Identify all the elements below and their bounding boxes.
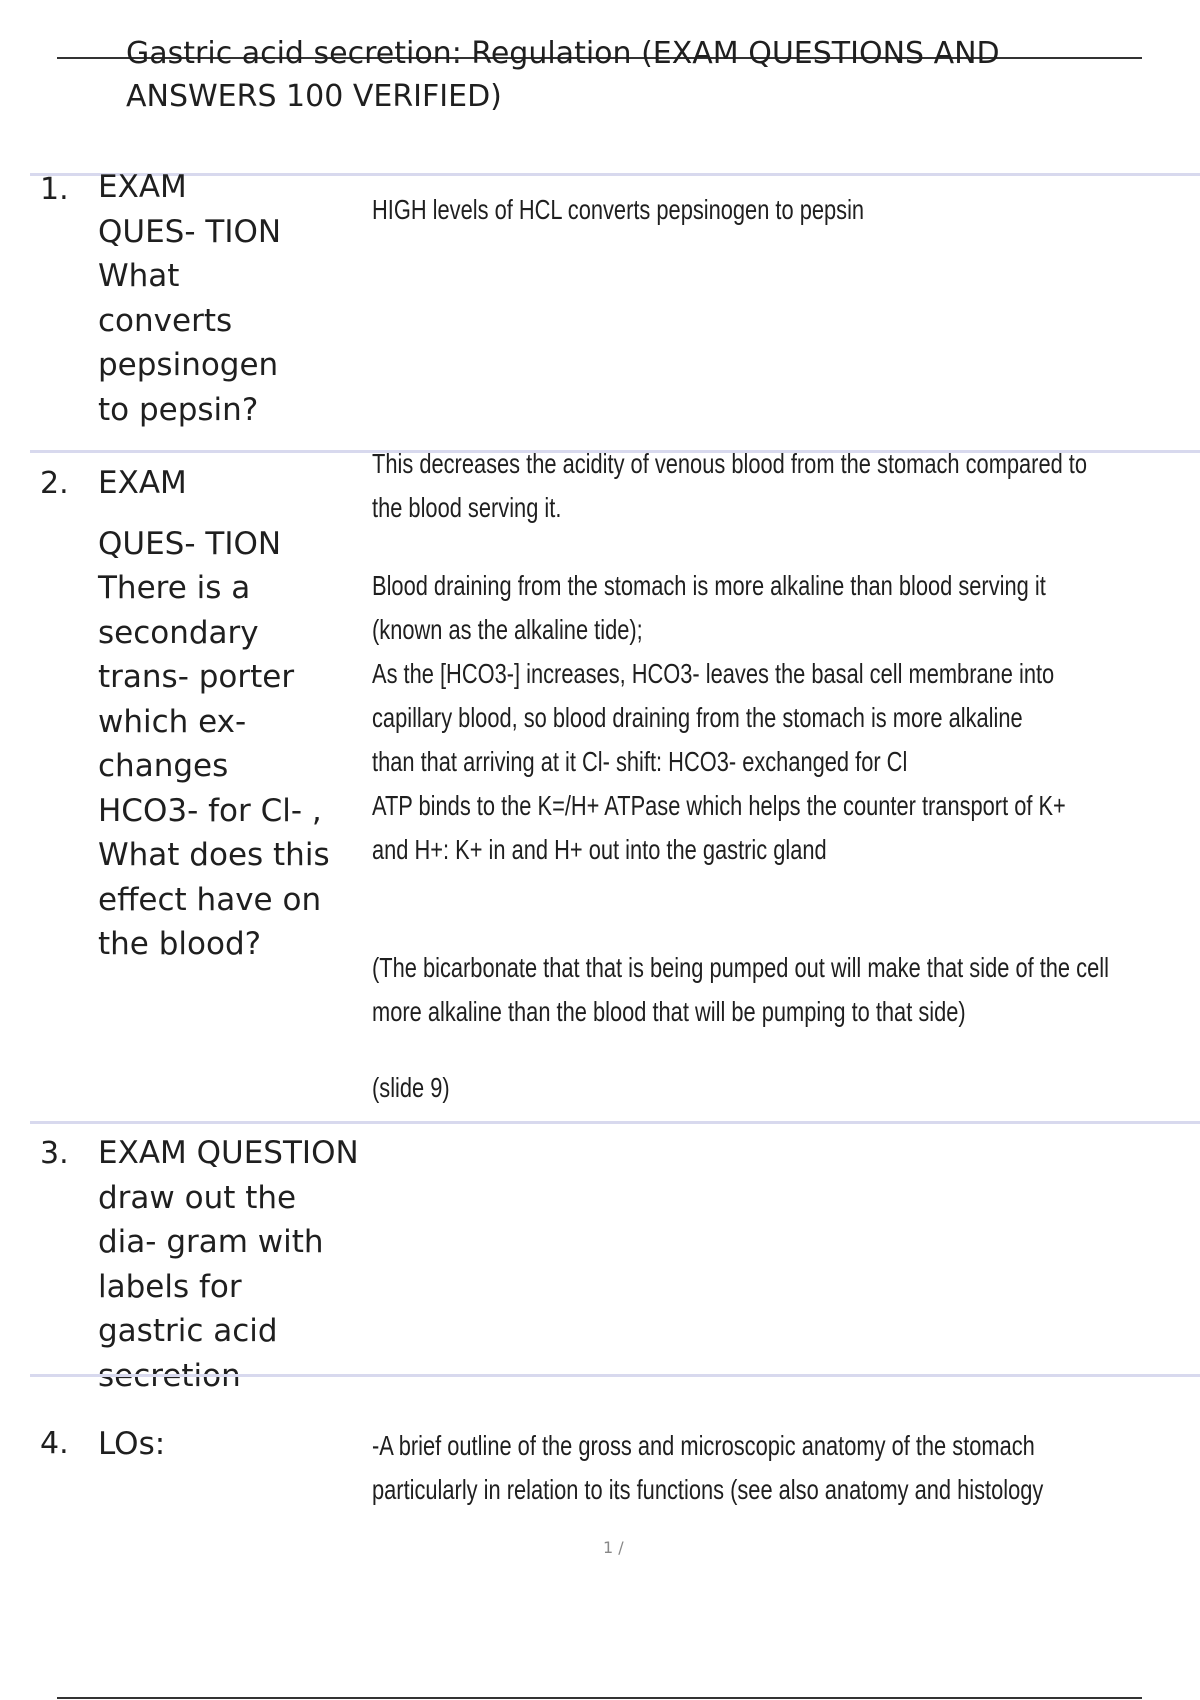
question-line: to pepsin? — [98, 391, 259, 428]
footer-rule — [57, 1697, 1142, 1699]
answer-line: Blood draining from the stomach is more alkaline than blood serving it — [372, 570, 1046, 601]
answer-line: ATP binds to the K=/H+ ATPase which helps the counter transport of K+ — [372, 790, 1066, 821]
answer-line: (known as the alkaline tide); — [372, 614, 643, 645]
answer-line: (The bicarbonate that that is being pumped out will make that side of the cell — [372, 952, 1109, 983]
answer-line: -A brief outline of the gross and microscopic anatomy of the stomach — [372, 1430, 1035, 1461]
answer-line: capillary blood, so blood draining from the stomach is more alkaline — [372, 702, 1023, 733]
answer-line: the blood serving it. — [372, 492, 562, 523]
title-line-1: Gastric acid secretion: Regulation (EXAM QUESTIONS AND — [126, 36, 1000, 71]
item-number: 2. — [40, 466, 69, 501]
answer-text — [372, 188, 1200, 232]
question-line: labels for — [98, 1268, 242, 1305]
question-line: EXAM QUESTION — [98, 1135, 359, 1171]
question-line: secretion — [98, 1357, 241, 1394]
question-line: the blood? — [98, 926, 262, 962]
question-text — [98, 461, 360, 967]
answer-line: (slide 9) — [372, 1072, 450, 1103]
question-line: What — [98, 258, 180, 294]
answer-text — [372, 1424, 1200, 1512]
answer-line: more alkaline than the blood that will be pumping to that side) — [372, 996, 966, 1027]
item-number: 3. — [40, 1136, 69, 1171]
question-line: QUES- TION — [98, 213, 282, 250]
question-text — [98, 165, 360, 432]
row-divider — [30, 1121, 1200, 1124]
answer-line: This decreases the acidity of venous blood from the stomach compared to — [372, 448, 1088, 479]
question-line: LOs: — [98, 1426, 166, 1462]
answer-line: and H+: K+ in and H+ out into the gastric gland — [372, 834, 827, 865]
question-line: There is a — [98, 570, 251, 606]
item-number: 4. — [40, 1426, 69, 1461]
question-text — [98, 1422, 360, 1467]
answer-line: HIGH levels of HCL converts pepsinogen to pepsin — [372, 194, 865, 225]
answer-line: particularly in relation to its functions (see also anatomy and histology — [372, 1474, 1044, 1505]
question-line: dia- gram with — [98, 1224, 324, 1260]
question-line: What does this — [98, 837, 330, 873]
question-line: pepsinogen — [98, 347, 279, 383]
item-number: 1. — [40, 172, 69, 207]
question-line: converts — [98, 302, 233, 339]
page-number: 1 / — [603, 1538, 624, 1557]
document-title — [126, 32, 1126, 118]
question-line: EXAM — [98, 465, 187, 501]
question-text — [98, 1131, 398, 1398]
question-line: changes — [98, 748, 229, 784]
question-line: QUES- TION — [98, 525, 282, 562]
question-line: gastric acid — [98, 1313, 278, 1349]
question-line: HCO3- for Cl- , — [98, 792, 322, 829]
answer-line: than that arriving at it Cl- shift: HCO3- exchanged for Cl — [372, 746, 908, 777]
question-line: effect have on — [98, 881, 322, 918]
question-line: draw out the — [98, 1179, 297, 1216]
title-line-2: ANSWERS 100 VERIFIED) — [126, 79, 502, 114]
question-line: secondary — [98, 614, 259, 651]
answer-text — [372, 442, 1200, 1110]
question-line: EXAM — [98, 169, 187, 205]
row-divider — [30, 1374, 1200, 1377]
question-line: which ex- — [98, 703, 247, 740]
answer-line: As the [HCO3-] increases, HCO3- leaves the basal cell membrane into — [372, 658, 1055, 689]
question-line: trans- porter — [98, 659, 295, 695]
